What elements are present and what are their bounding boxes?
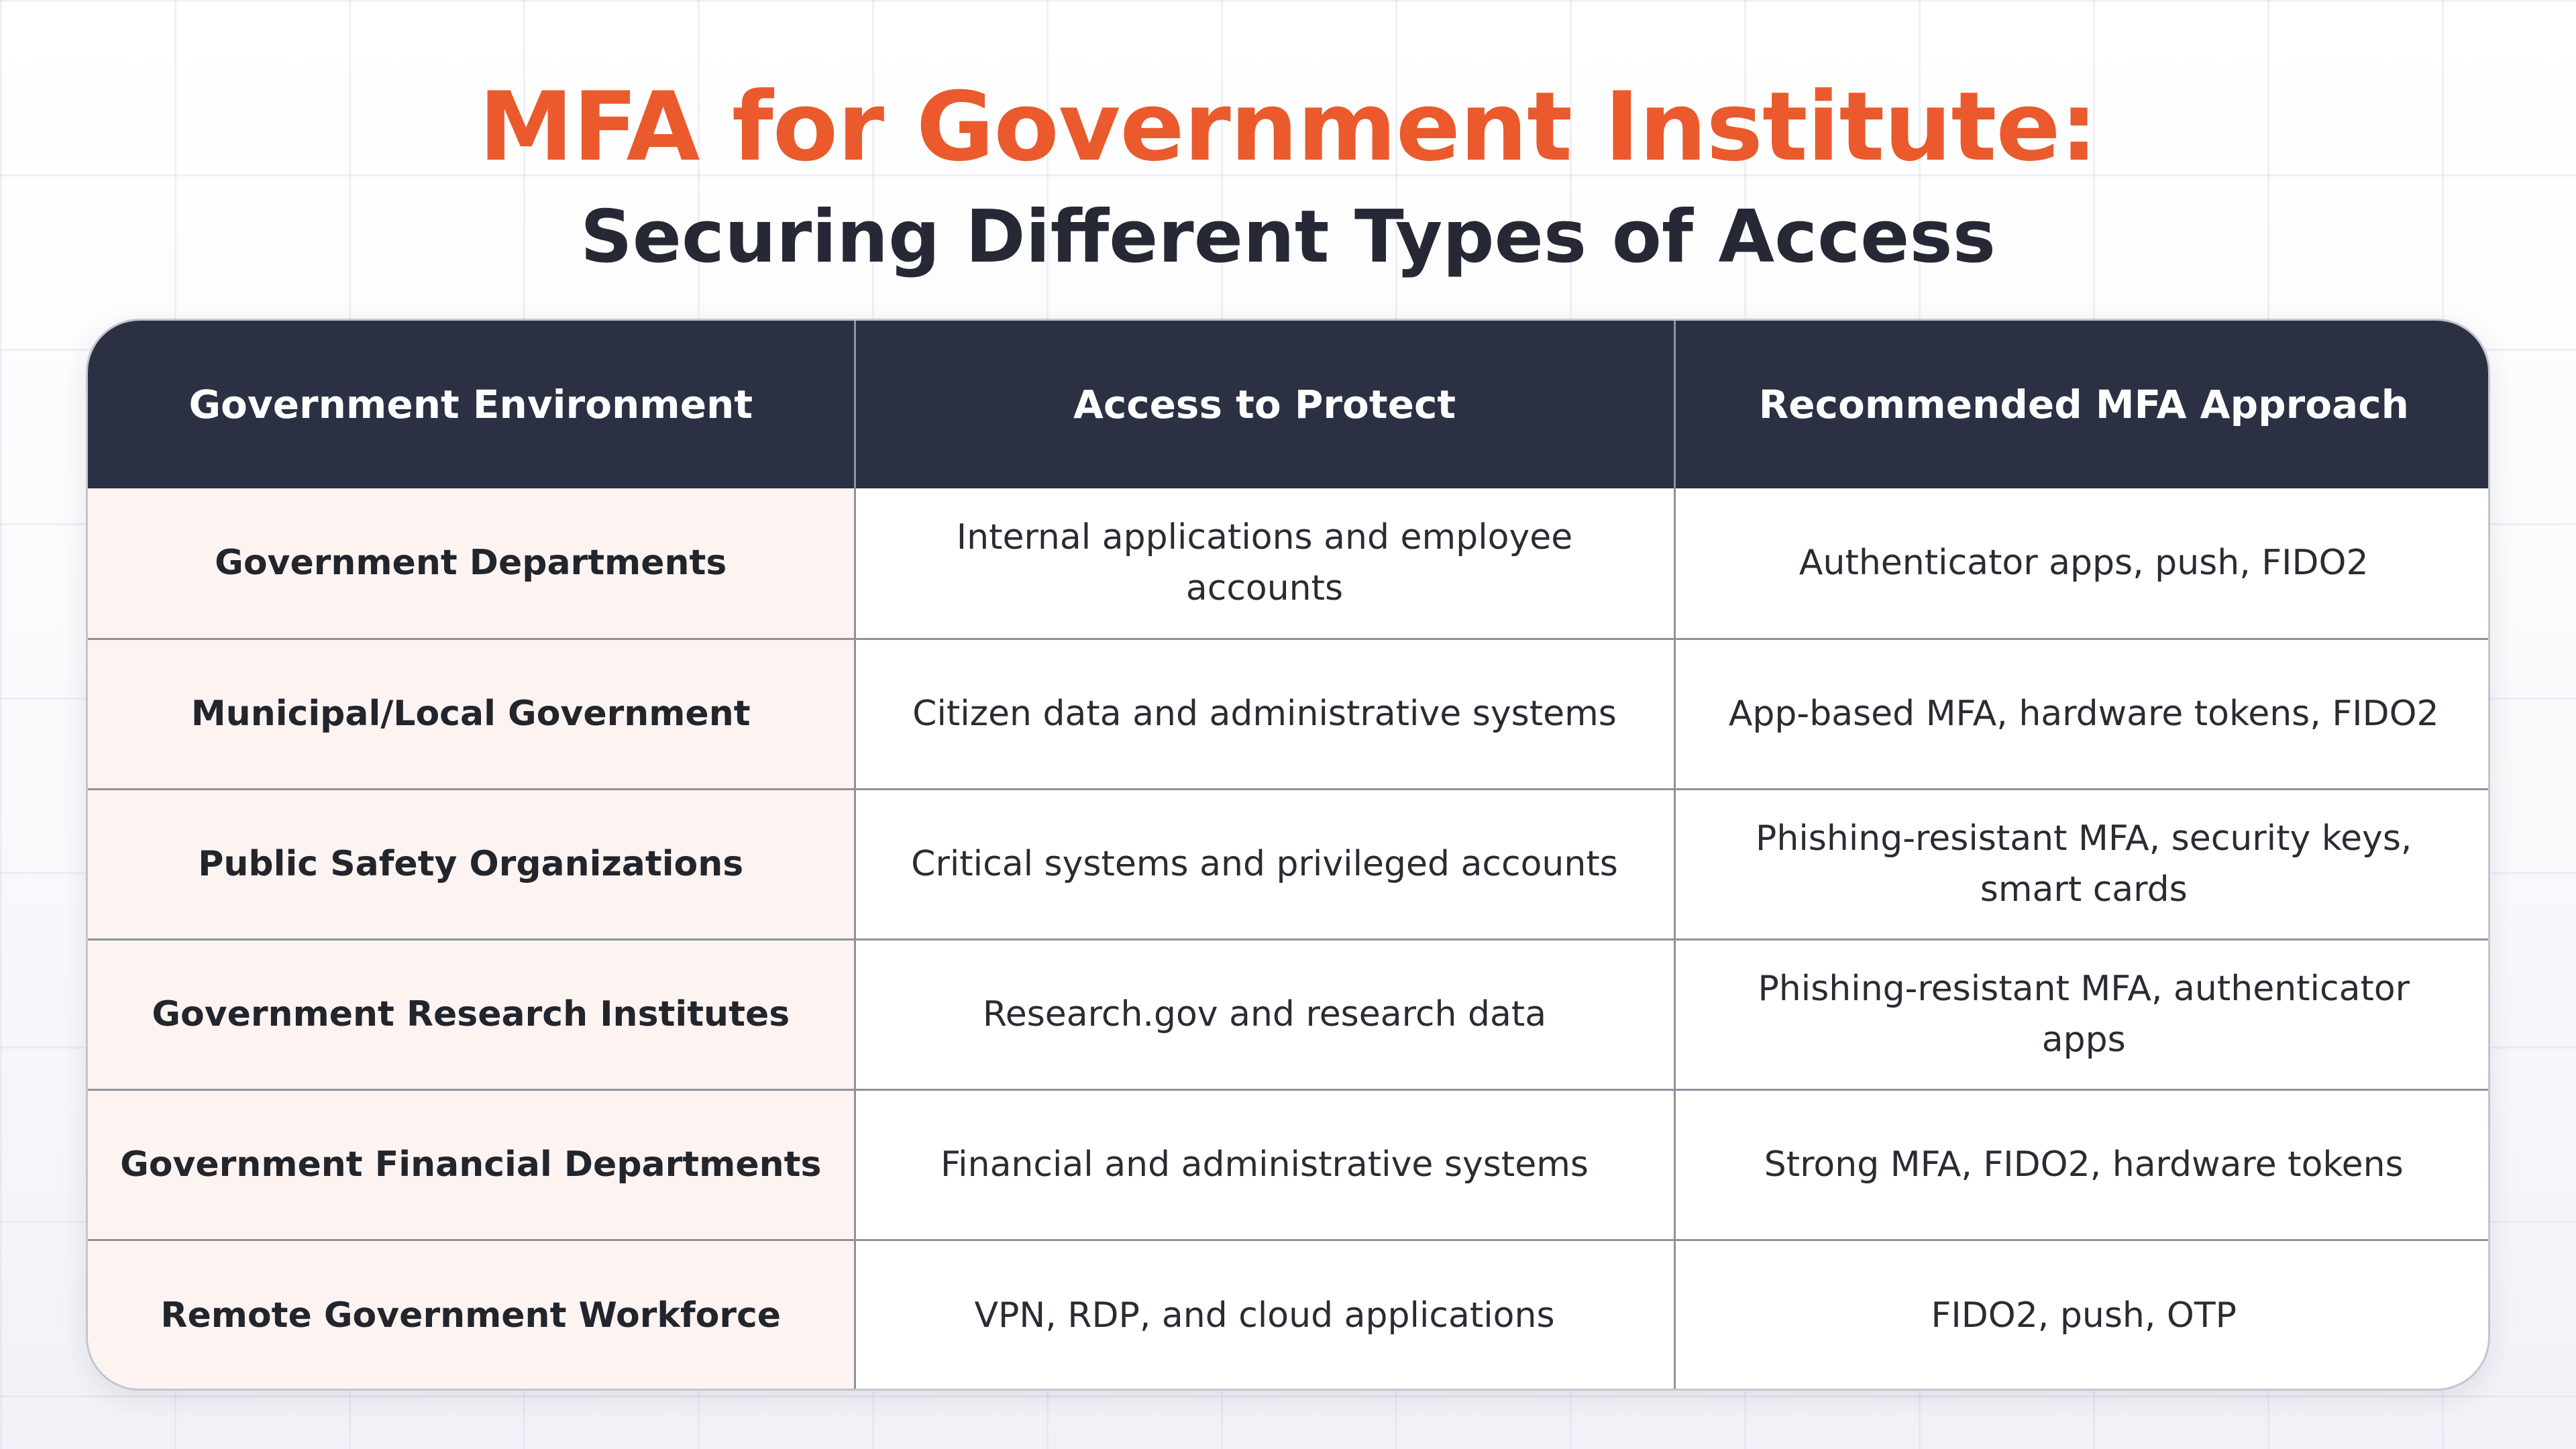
header-recommended-mfa-approach: Recommended MFA Approach	[1674, 321, 2490, 488]
page-title: MFA for Government Institute:	[478, 72, 2098, 182]
mfa-table-card	[86, 319, 2490, 1391]
table-row	[88, 639, 2490, 789]
table-row	[88, 488, 2490, 639]
table-row	[88, 789, 2490, 939]
environment-cell: Government Research Institutes	[88, 939, 855, 1089]
page-subtitle: Securing Different Types of Access	[580, 195, 1996, 279]
access-cell: VPN, RDP, and cloud applications	[855, 1240, 1674, 1390]
table-header	[88, 321, 2490, 488]
approach-cell: Phishing-resistant MFA, authenticator apps	[1674, 939, 2490, 1089]
environment-cell: Municipal/Local Government	[88, 639, 855, 789]
access-cell: Critical systems and privileged accounts	[855, 789, 1674, 939]
approach-cell: Phishing-resistant MFA, security keys, smart cards	[1674, 789, 2490, 939]
header-government-environment: Government Environment	[88, 321, 855, 488]
mfa-table	[88, 321, 2490, 1390]
environment-cell: Public Safety Organizations	[88, 789, 855, 939]
table-row	[88, 1240, 2490, 1390]
table-row	[88, 1089, 2490, 1240]
access-cell: Internal applications and employee accounts	[855, 488, 1674, 639]
table-row	[88, 939, 2490, 1089]
table-header-row	[88, 321, 2490, 488]
environment-cell: Remote Government Workforce	[88, 1240, 855, 1390]
approach-cell: App-based MFA, hardware tokens, FIDO2	[1674, 639, 2490, 789]
access-cell: Citizen data and administrative systems	[855, 639, 1674, 789]
header-access-to-protect: Access to Protect	[855, 321, 1674, 488]
environment-cell: Government Financial Departments	[88, 1089, 855, 1240]
approach-cell: Authenticator apps, push, FIDO2	[1799, 543, 2369, 584]
access-cell: Research.gov and research data	[855, 939, 1674, 1089]
approach-cell: Strong MFA, FIDO2, hardware tokens	[1674, 1089, 2490, 1240]
access-cell: Financial and administrative systems	[855, 1089, 1674, 1240]
approach-cell: FIDO2, push, OTP	[1674, 1240, 2490, 1390]
table-body	[88, 488, 2490, 1390]
environment-cell: Government Departments	[88, 488, 855, 639]
